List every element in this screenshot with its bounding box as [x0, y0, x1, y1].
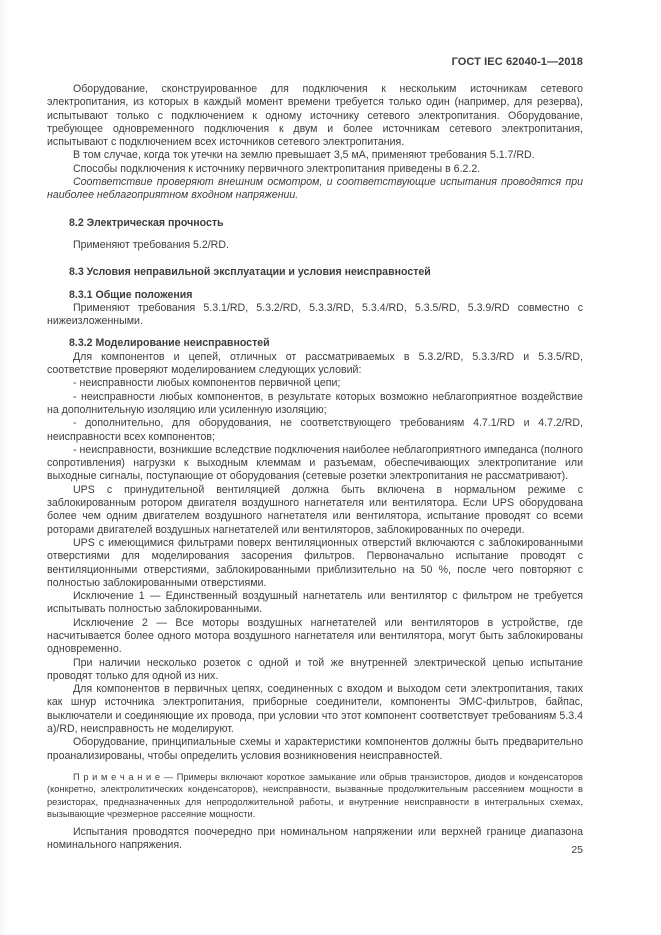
list-item-primary-circuit-faults: - неисправности любых компонентов первичной цепи; [73, 377, 341, 390]
heading-8-3-1: 8.3.1 Общие положения [69, 288, 193, 301]
list-item-insulation-faults: - неисправности любых компонентов, в результате которых возможно неблагоприятное воздействие на дополнительную изоляцию или усиленную изоляцию; [47, 390, 583, 416]
paragraph-8-2-requirements: Применяют требования 5.2/RD. [73, 238, 229, 251]
standard-number: ГОСТ IEC 62040-1—2018 [451, 56, 583, 68]
heading-8-3-2: 8.3.2 Моделирование неисправностей [69, 337, 270, 350]
page-footer [47, 844, 583, 856]
paragraph-exception-1: Исключение 1 — Единственный воздушный нагнетатель или вентилятор с фильтром не требуется испытывать полностью заблокированными. [47, 590, 583, 616]
list-item-all-component-faults: - дополнительно, для оборудования, не соответствующего требованиям 4.7.1/RD и 4.7.2/RD, неисправности всех компонентов; [47, 417, 583, 443]
list-item-impedance-faults: - неисправности, возникшие вследствие подключения наиболее неблагоприятного импеданса (полного сопротивления) нагрузки к выходным клеммам и разъемам, обеспечивающих электропитание или выходные сигналы, поступающие от оборудования (сетевые розетки электропитания не рассматривают). [47, 443, 583, 483]
paragraph-filters-blocked: UPS с имеющимися фильтрами поверх вентиляционных отверстий включаются с заблокированными отверстиями для моделирования засорения фильтров. Первоначально испытание проводят с вентиляционными отверстиями, заблокированными приблизительно на 50 %, после чего повторяют с полностью заблокированными отверстиями. [47, 536, 583, 589]
paragraph-multi-source: Оборудование, сконструированное для подключения к нескольким источникам сетевого электропитания, из которых в каждый момент времени требуется только один (например, для резерва), испытывают только с подключением к одному источнику сетевого электропитания. Оборудование, требующее одновременного подключения к двум и более источникам сетевого электропитания, испытывают с подключением всех источников сетевого электропитания. [47, 83, 583, 149]
paragraph-fault-simulation-intro: Для компонентов и цепей, отличных от рассматриваемых в 5.3.2/RD, 5.3.3/RD и 5.3.5/RD, соответствие проверяют моделированием следующих условий: [47, 350, 583, 377]
paragraph-8-3-1-requirements: Применяют требования 5.3.1/RD, 5.3.2/RD, 5.3.3/RD, 5.3.4/RD, 5.3.5/RD, 5.3.9/RD совместно с нижеизложенными. [47, 301, 583, 328]
paragraph-preliminary-analysis: Оборудование, принципиальные схемы и характеристики компонентов должны быть предварительно проанализированы, чтобы определить условия возникновения неисправностей. [47, 736, 583, 762]
page-number: 25 [571, 844, 583, 856]
paragraph-connection-methods: Способы подключения к источнику первичного электропитания приведены в 6.2.2. [73, 162, 481, 175]
paragraph-leakage-current: В том случае, когда ток утечки на землю превышает 3,5 мА, применяют требования 5.1.7/RD. [73, 149, 535, 162]
note-paragraph: П р и м е ч а н и е — Примеры включают короткое замыкание или обрыв транзисторов, диодов и конденсаторов (конкретно, электролитических конденсаторов), неисправности, вызванные продолжительным рассеянием мощности в резисторах, предназначенных для непродолжительной работы, и внутренние неисправности в интегральных схемах, вызывающие чрезмерное рассеяние мощности. [47, 771, 583, 819]
heading-8-3: 8.3 Условия неправильной эксплуатации и условия неисправностей [69, 266, 431, 279]
paragraph-test-voltage: Испытания проводятся поочередно при номинальном напряжении или верхней границе диапазона номинального напряжения. [47, 826, 583, 852]
heading-8-2: 8.2 Электрическая прочность [69, 216, 224, 229]
paragraph-compliance-check: Соответствие проверяют внешним осмотром, и соответствующие испытания проводятся при наиболее неблагоприятном входном напряжении. [47, 176, 583, 202]
page-header [47, 56, 583, 68]
paragraph-exception-2: Исключение 2 — Все моторы воздушных нагнетателей или вентиляторов в устройстве, где насчитывается более одного мотора воздушного нагнетателя или вентилятора, могут быть заблокированы одновременно. [47, 616, 583, 656]
paragraph-multiple-sockets: При наличии несколько розеток с одной и той же внутренней электрической цепью испытание проводят только для одной из них. [47, 656, 583, 682]
paragraph-primary-circuit-components: Для компонентов в первичных цепях, соединенных с входом и выходом сети электропитания, таких как шнур источника электропитания, приборные соединители, компоненты ЭМС-фильтров, байпас, выключатели и соединяющие их провода, при условии что этот компонент соответствует требованиям 5.3.4 a)/RD, неисправность не моделируют. [47, 683, 583, 736]
paragraph-forced-ventilation: UPS с принудительной вентиляцией должна быть включена в нормальном режиме с заблокированным ротором двигателя воздушного нагнетателя или вентилятора. Если UPS оборудована более чем одним двигателем воздушного нагнетателя или вентилятора, испытание проводят со всеми роторами двигателей воздушных нагнетателей или вентиляторов, заблокированных по очереди. [47, 483, 583, 536]
document-content [47, 83, 583, 853]
